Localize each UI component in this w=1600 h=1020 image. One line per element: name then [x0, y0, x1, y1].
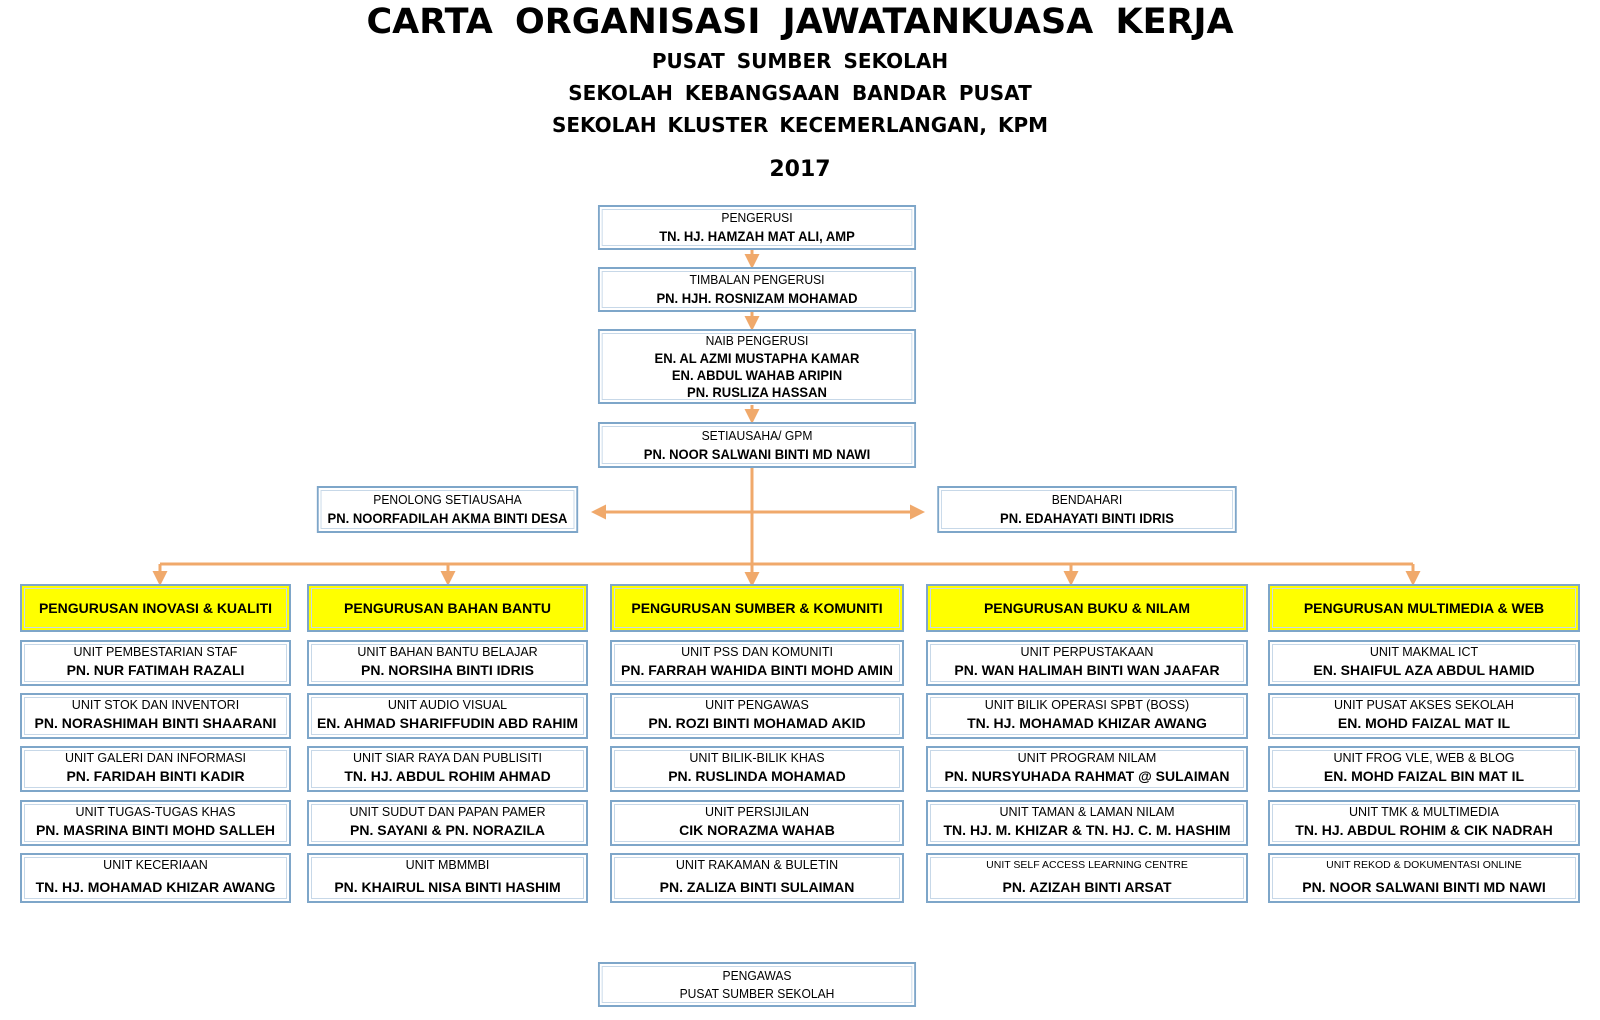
vice-chair-role: NAIB PENGERUSI — [705, 333, 809, 348]
unit-name: UNIT BAHAN BANTU BELAJAR — [357, 645, 538, 659]
chair-role: PENGERUSI — [721, 210, 793, 225]
unit-box — [307, 853, 588, 903]
unit-box — [20, 746, 291, 792]
prefects-line-1: PENGAWAS — [722, 967, 792, 983]
assistant-secretary-role: PENOLONG SETIAUSAHA — [373, 492, 522, 507]
deputy-chair-box — [598, 267, 916, 312]
chart-title: CARTA ORGANISASI JAWATANKUASA KERJA — [366, 2, 1234, 42]
division-header: PENGURUSAN BUKU & NILAM — [926, 584, 1248, 632]
unit-box — [20, 800, 291, 846]
division-header: PENGURUSAN SUMBER & KOMUNITI — [610, 584, 904, 632]
unit-name: UNIT TMK & MULTIMEDIA — [1348, 805, 1499, 819]
treasurer-role: BENDAHARI — [1051, 492, 1123, 507]
unit-name: UNIT PERSIJILAN — [705, 805, 809, 819]
prefects-box — [598, 962, 916, 1007]
unit-box — [926, 640, 1248, 686]
vice-chair-name-1: EN. AL AZMI MUSTAPHA KAMAR — [654, 350, 860, 366]
unit-name: UNIT STOK DAN INVENTORI — [71, 698, 240, 712]
unit-person: PN. ROZI BINTI MOHAMAD AKID — [648, 715, 866, 731]
unit-person: PN. NORASHIMAH BINTI SHAARANI — [34, 715, 277, 731]
unit-person: CIK NORAZMA WAHAB — [679, 822, 835, 838]
unit-person: PN. NOOR SALWANI BINTI MD NAWI — [1302, 879, 1546, 895]
unit-person: EN. AHMAD SHARIFFUDIN ABD RAHIM — [316, 715, 579, 731]
unit-name: UNIT MBMMBI — [405, 858, 490, 872]
unit-name: UNIT REKOD & DOKUMENTASI ONLINE — [1326, 859, 1522, 871]
deputy-chair-name: PN. HJH. ROSNIZAM MOHAMAD — [656, 290, 858, 306]
unit-person: TN. HJ. MOHAMAD KHIZAR AWANG — [967, 715, 1207, 731]
unit-box — [20, 693, 291, 739]
unit-person: PN. SAYANI & PN. NORAZILA — [350, 822, 545, 838]
unit-box — [610, 853, 904, 903]
unit-box — [20, 640, 291, 686]
unit-box — [1268, 693, 1580, 739]
deputy-chair-role: TIMBALAN PENGERUSI — [689, 272, 825, 287]
unit-box — [926, 693, 1248, 739]
unit-name: UNIT SIAR RAYA DAN PUBLISITI — [353, 751, 542, 765]
unit-person: PN. FARRAH WAHIDA BINTI MOHD AMIN — [621, 662, 893, 678]
unit-name: UNIT TUGAS-TUGAS KHAS — [75, 805, 236, 819]
unit-person: TN. HJ. MOHAMAD KHIZAR AWANG — [35, 879, 276, 895]
unit-box — [1268, 853, 1580, 903]
treasurer-name: PN. EDAHAYATI BINTI IDRIS — [1000, 510, 1174, 526]
chart-subtitle-centre: PUSAT SUMBER SEKOLAH — [651, 49, 949, 73]
unit-person: EN. MOHD FAIZAL BIN MAT IL — [1323, 768, 1525, 784]
unit-name: UNIT GALERI DAN INFORMASI — [64, 751, 247, 765]
unit-name: UNIT PENGAWAS — [705, 698, 809, 712]
unit-name: UNIT SELF ACCESS LEARNING CENTRE — [986, 859, 1188, 871]
unit-box — [926, 800, 1248, 846]
unit-box — [307, 640, 588, 686]
unit-person: PN. FARIDAH BINTI KADIR — [66, 768, 245, 784]
unit-name: UNIT RAKAMAN & BULETIN — [675, 858, 839, 872]
unit-name: UNIT BILIK-BILIK KHAS — [689, 751, 825, 765]
unit-person: PN. AZIZAH BINTI ARSAT — [1002, 879, 1172, 895]
prefects-line-2: PUSAT SUMBER SEKOLAH — [679, 985, 835, 1001]
secretary-box — [598, 422, 916, 468]
unit-name: UNIT TAMAN & LAMAN NILAM — [999, 805, 1175, 819]
unit-name: UNIT FROG VLE, WEB & BLOG — [1333, 751, 1515, 765]
unit-name: UNIT SUDUT DAN PAPAN PAMER — [349, 805, 546, 819]
unit-person: TN. HJ. ABDUL ROHIM AHMAD — [344, 768, 551, 784]
unit-box — [1268, 640, 1580, 686]
unit-person: PN. ZALIZA BINTI SULAIMAN — [659, 879, 855, 895]
unit-person: TN. HJ. M. KHIZAR & TN. HJ. C. M. HASHIM — [943, 822, 1231, 838]
unit-person: PN. NURSYUHADA RAHMAT @ SULAIMAN — [944, 768, 1230, 784]
unit-name: UNIT PEMBESTARIAN STAF — [73, 645, 238, 659]
unit-box — [1268, 746, 1580, 792]
unit-name: UNIT PSS DAN KOMUNITI — [681, 645, 833, 659]
unit-box — [610, 800, 904, 846]
unit-box — [610, 640, 904, 686]
unit-person: PN. NORSIHA BINTI IDRIS — [361, 662, 534, 678]
unit-box — [610, 693, 904, 739]
unit-box — [20, 853, 291, 903]
vice-chair-name-2: EN. ABDUL WAHAB ARIPIN — [671, 367, 843, 383]
unit-name: UNIT PERPUSTAKAAN — [1020, 645, 1154, 659]
chair-name: TN. HJ. HAMZAH MAT ALI, AMP — [659, 228, 855, 244]
unit-box — [307, 693, 588, 739]
unit-person: PN. MASRINA BINTI MOHD SALLEH — [35, 822, 276, 838]
unit-person: EN. MOHD FAIZAL MAT IL — [1337, 715, 1511, 731]
secretary-name: PN. NOOR SALWANI BINTI MD NAWI — [643, 445, 871, 462]
unit-name: UNIT PROGRAM NILAM — [1017, 751, 1157, 765]
division-header: PENGURUSAN INOVASI & KUALITI — [20, 584, 291, 632]
chart-subtitle-school: SEKOLAH KEBANGSAAN BANDAR PUSAT — [568, 81, 1032, 105]
assistant-secretary-box — [317, 486, 578, 533]
unit-name: UNIT AUDIO VISUAL — [387, 698, 508, 712]
unit-box — [307, 800, 588, 846]
unit-name: UNIT MAKMAL ICT — [1369, 645, 1479, 659]
division-header: PENGURUSAN BAHAN BANTU — [307, 584, 588, 632]
vice-chair-name-3: PN. RUSLIZA HASSAN — [687, 384, 827, 400]
chart-subtitle-cluster: SEKOLAH KLUSTER KECEMERLANGAN, KPM — [551, 113, 1049, 137]
unit-box — [307, 746, 588, 792]
assistant-secretary-name: PN. NOORFADILAH AKMA BINTI DESA — [327, 510, 568, 526]
unit-box — [1268, 800, 1580, 846]
unit-name: UNIT KECERIAAN — [103, 858, 208, 872]
unit-person: EN. SHAIFUL AZA ABDUL HAMID — [1313, 662, 1535, 678]
unit-person: TN. HJ. ABDUL ROHIM & CIK NADRAH — [1295, 822, 1553, 838]
unit-person: PN. RUSLINDA MOHAMAD — [668, 768, 846, 784]
chair-box — [598, 205, 916, 250]
unit-person: PN. NUR FATIMAH RAZALI — [66, 662, 245, 678]
unit-name: UNIT PUSAT AKSES SEKOLAH — [1334, 698, 1514, 712]
unit-name: UNIT BILIK OPERASI SPBT (BOSS) — [984, 698, 1190, 712]
unit-person: PN. WAN HALIMAH BINTI WAN JAAFAR — [954, 662, 1220, 678]
unit-box — [610, 746, 904, 792]
secretary-role: SETIAUSAHA/ GPM — [701, 427, 813, 443]
unit-box — [926, 746, 1248, 792]
unit-box — [926, 853, 1248, 903]
vice-chair-box — [598, 329, 916, 404]
treasurer-box — [937, 486, 1236, 533]
chart-year: 2017 — [769, 157, 831, 182]
unit-person: PN. KHAIRUL NISA BINTI HASHIM — [334, 879, 561, 895]
division-header: PENGURUSAN MULTIMEDIA & WEB — [1268, 584, 1580, 632]
